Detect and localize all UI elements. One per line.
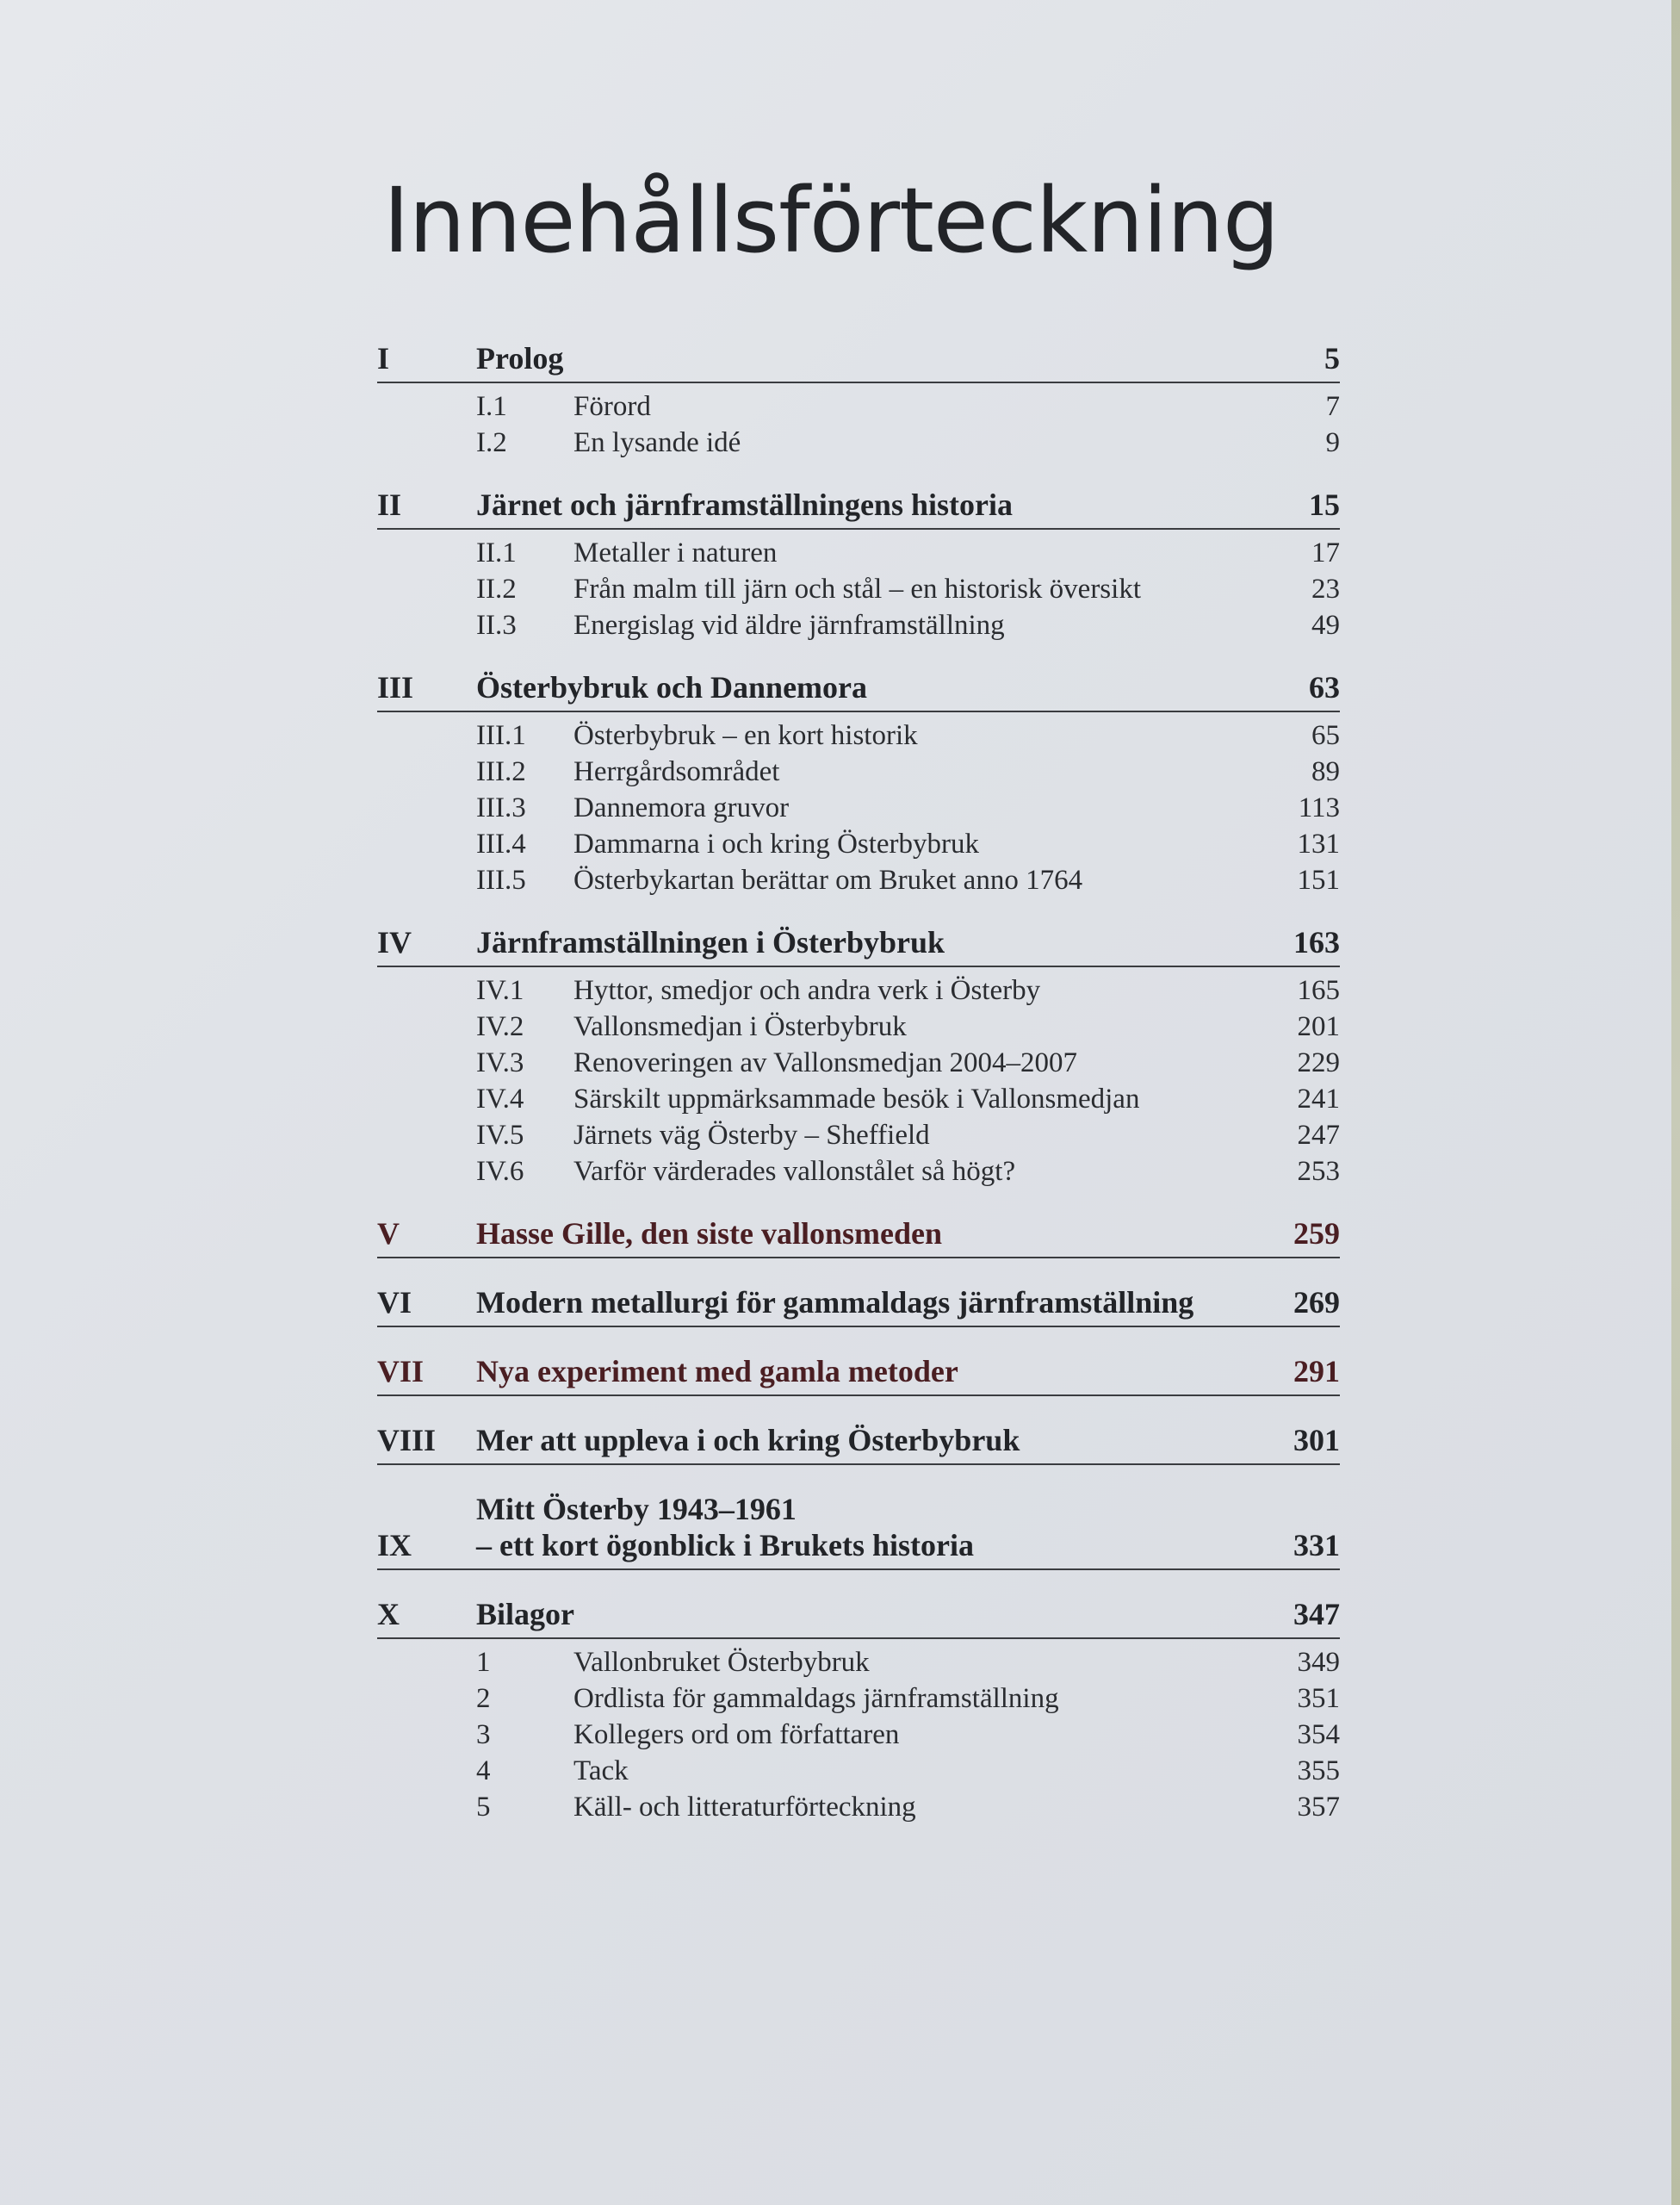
section-entry: [377, 571, 1340, 607]
section-page-number: 201: [1297, 1011, 1340, 1042]
section-page-number: 151: [1297, 865, 1340, 896]
chapter-number: VII: [377, 1354, 425, 1388]
section-number: I.2: [476, 427, 507, 458]
section-entry: [377, 1045, 1340, 1081]
section-list: [377, 1644, 1340, 1825]
section-title: Förord: [573, 391, 651, 422]
section-page-number: 17: [1311, 537, 1340, 568]
section-title: Österbybruk – en kort historik: [573, 720, 918, 751]
chapter-title-text: Järnframställningen i Österbybruk: [476, 925, 945, 960]
chapter-entry: [377, 487, 1340, 643]
chapter-page-number: 5: [1324, 341, 1340, 376]
section-title: Dannemora gruvor: [573, 792, 790, 823]
section-page-number: 165: [1297, 975, 1340, 1006]
section-title: Särskilt uppmärksammade besök i Vallonsmedjan: [573, 1084, 1140, 1115]
section-title: Vallonsmedjan i Österbybruk: [573, 1011, 907, 1042]
chapter-title: [476, 487, 1309, 523]
chapter-number: IV: [377, 925, 412, 960]
chapter-entry: [377, 1284, 1340, 1327]
chapter-page-number: 347: [1293, 1597, 1340, 1631]
section-page-number: 351: [1297, 1683, 1340, 1714]
section-title: Hyttor, smedjor och andra verk i Österby: [573, 975, 1041, 1006]
section-title: Käll- och litteraturförteckning: [573, 1792, 916, 1823]
chapter-number: III: [377, 670, 414, 705]
section-page-number: 89: [1311, 756, 1340, 787]
section-entry: [377, 790, 1340, 826]
section-page-number: 241: [1297, 1084, 1340, 1115]
table-of-contents: [377, 340, 1340, 1851]
chapter-heading: [377, 669, 1340, 712]
section-number: IV.2: [476, 1011, 524, 1042]
section-page-number: 349: [1297, 1647, 1340, 1678]
section-entry: [377, 1753, 1340, 1789]
section-entry: [377, 754, 1340, 790]
chapter-title: [476, 1284, 1293, 1320]
section-entry: [377, 1081, 1340, 1117]
chapter-page-number: 163: [1293, 925, 1340, 960]
chapter-page-number: 331: [1293, 1528, 1340, 1562]
section-page-number: 7: [1325, 391, 1340, 422]
section-number: II.1: [476, 537, 517, 568]
section-number: 3: [476, 1719, 491, 1750]
chapter-number: IX: [377, 1528, 412, 1562]
section-page-number: 247: [1297, 1120, 1340, 1151]
chapter-entry: [377, 924, 1340, 1189]
section-entry: [377, 717, 1340, 754]
section-page-number: 355: [1297, 1755, 1340, 1786]
chapter-page-number: 291: [1293, 1354, 1340, 1388]
section-title: Vallonbruket Österbybruk: [573, 1647, 870, 1678]
section-title: Österbykartan berättar om Bruket anno 1764: [573, 865, 1083, 896]
chapter-heading: [377, 1596, 1340, 1639]
section-list: [377, 535, 1340, 643]
section-title: Energislag vid äldre järnframställning: [573, 610, 1005, 641]
section-number: II.3: [476, 610, 517, 641]
chapter-page-number: 63: [1309, 670, 1340, 705]
chapter-number: I: [377, 341, 390, 376]
section-number: 1: [476, 1647, 491, 1678]
chapter-heading: [377, 1284, 1340, 1327]
section-title: Järnets väg Österby – Sheffield: [573, 1120, 930, 1151]
section-list: [377, 388, 1340, 461]
section-number: II.2: [476, 574, 517, 605]
section-entry: [377, 862, 1340, 898]
chapter-entry: [377, 1353, 1340, 1396]
section-title: Metaller i naturen: [573, 537, 778, 568]
section-number: IV.5: [476, 1120, 524, 1151]
section-title: Dammarna i och kring Österbybruk: [573, 829, 980, 860]
chapter-title: [476, 340, 1324, 376]
section-entry: [377, 535, 1340, 571]
chapter-number: II: [377, 488, 402, 522]
chapter-number: VIII: [377, 1423, 437, 1457]
section-list: [377, 972, 1340, 1189]
section-number: 2: [476, 1683, 491, 1714]
chapter-heading: [377, 1491, 1340, 1570]
chapter-title-text: Mitt Österby 1943–1961: [476, 1492, 797, 1526]
chapter-heading: [377, 487, 1340, 530]
chapter-entry: [377, 1422, 1340, 1465]
chapter-title-text: Nya experiment med gamla metoder: [476, 1354, 958, 1388]
section-entry: [377, 388, 1340, 425]
chapter-title: [476, 1353, 1293, 1389]
chapter-entry: [377, 340, 1340, 461]
chapter-entry: [377, 1491, 1340, 1570]
chapter-page-number: 301: [1293, 1423, 1340, 1457]
section-number: 5: [476, 1792, 491, 1823]
section-entry: [377, 425, 1340, 461]
chapter-heading: [377, 1422, 1340, 1465]
chapter-subtitle-text: – ett kort ögonblick i Brukets historia: [476, 1528, 975, 1562]
chapter-title-text: Hasse Gille, den siste vallonsmeden: [476, 1216, 943, 1251]
section-entry: [377, 1117, 1340, 1153]
chapter-title: [476, 1596, 1293, 1632]
section-page-number: 23: [1311, 574, 1340, 605]
section-title: Från malm till järn och stål – en historisk översikt: [573, 574, 1141, 605]
section-entry: [377, 1153, 1340, 1189]
section-title: Ordlista för gammaldags järnframställning: [573, 1683, 1059, 1714]
chapter-heading: [377, 340, 1340, 383]
section-number: III.4: [476, 829, 526, 860]
chapter-heading: [377, 1215, 1340, 1258]
chapter-page-number: 269: [1293, 1285, 1340, 1320]
section-page-number: 229: [1297, 1047, 1340, 1078]
section-entry: [377, 1009, 1340, 1045]
chapter-page-number: 259: [1293, 1216, 1340, 1251]
chapter-number: V: [377, 1216, 400, 1251]
page-edge: [1671, 0, 1680, 2205]
section-page-number: 9: [1325, 427, 1340, 458]
section-number: IV.6: [476, 1156, 524, 1187]
section-number: III.2: [476, 756, 526, 787]
section-number: IV.3: [476, 1047, 524, 1078]
section-page-number: 113: [1298, 792, 1340, 823]
chapter-page-number: 15: [1309, 488, 1340, 522]
section-page-number: 253: [1297, 1156, 1340, 1187]
section-number: III.5: [476, 865, 526, 896]
chapter-title: [476, 1491, 1293, 1563]
chapter-title: [476, 669, 1309, 705]
section-title: Herrgårdsområdet: [573, 756, 780, 787]
section-page-number: 357: [1297, 1792, 1340, 1823]
section-entry: [377, 826, 1340, 862]
chapter-entry: [377, 1215, 1340, 1258]
section-title: Tack: [573, 1755, 629, 1786]
section-list: [377, 717, 1340, 898]
section-entry: [377, 1717, 1340, 1753]
chapter-heading: [377, 1353, 1340, 1396]
section-entry: [377, 1644, 1340, 1680]
section-number: I.1: [476, 391, 507, 422]
chapter-entry: [377, 669, 1340, 898]
section-entry: [377, 972, 1340, 1009]
section-entry: [377, 607, 1340, 643]
chapter-title: [476, 1422, 1293, 1458]
chapter-title-text: Prolog: [476, 341, 564, 376]
section-page-number: 131: [1297, 829, 1340, 860]
section-page-number: 49: [1311, 610, 1340, 641]
chapter-title: [476, 924, 1293, 960]
section-title: Renoveringen av Vallonsmedjan 2004–2007: [573, 1047, 1078, 1078]
chapter-title-text: Järnet och järnframställningens historia: [476, 488, 1013, 522]
chapter-heading: [377, 924, 1340, 967]
section-title: Varför värderades vallonstålet så högt?: [573, 1156, 1016, 1187]
section-number: IV.4: [476, 1084, 524, 1115]
section-page-number: 354: [1297, 1719, 1340, 1750]
section-number: IV.1: [476, 975, 524, 1006]
section-number: 4: [476, 1755, 491, 1786]
chapter-title-text: Österbybruk och Dannemora: [476, 670, 868, 705]
section-number: III.3: [476, 792, 526, 823]
chapter-title: [476, 1215, 1293, 1252]
chapter-title-text: Bilagor: [476, 1597, 574, 1631]
section-entry: [377, 1789, 1340, 1825]
section-title: Kollegers ord om författaren: [573, 1719, 900, 1750]
chapter-title-text: Mer att uppleva i och kring Österbybruk: [476, 1423, 1020, 1457]
chapter-title-text: Modern metallurgi för gammaldags järnframställning: [476, 1285, 1194, 1320]
section-page-number: 65: [1311, 720, 1340, 751]
section-number: III.1: [476, 720, 526, 751]
section-entry: [377, 1680, 1340, 1717]
page-title: Innehållsförteckning: [383, 168, 1280, 273]
chapter-entry: [377, 1596, 1340, 1825]
chapter-number: X: [377, 1597, 400, 1631]
chapter-number: VI: [377, 1285, 412, 1320]
section-title: En lysande idé: [573, 427, 741, 458]
